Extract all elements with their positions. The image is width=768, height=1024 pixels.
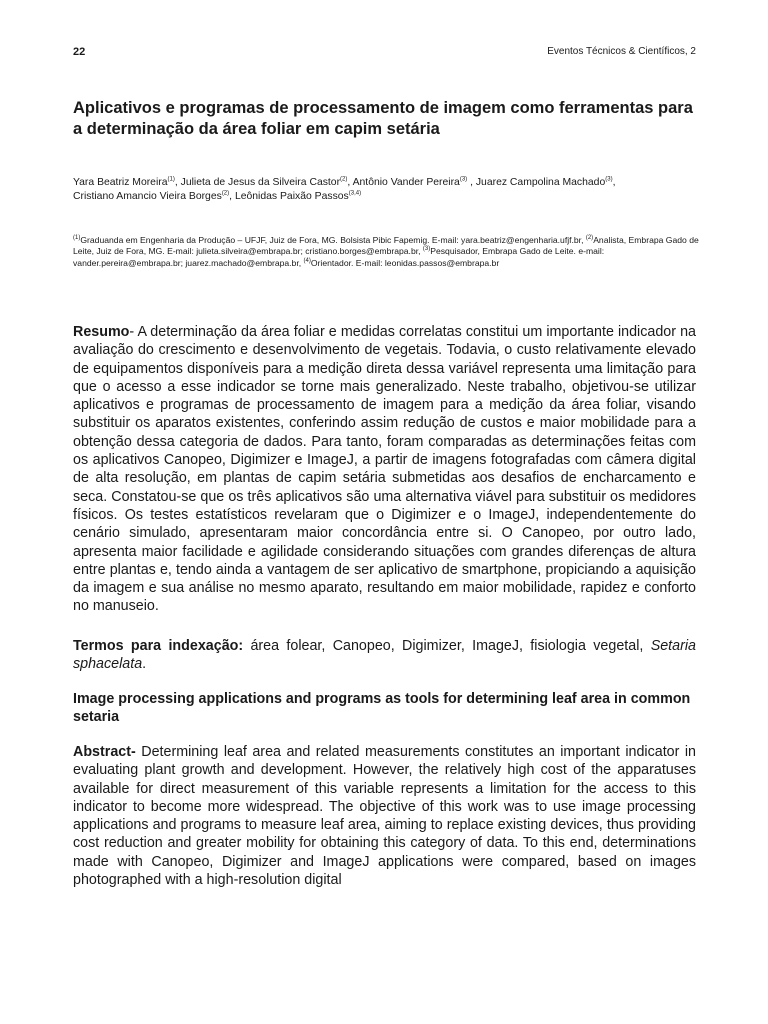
affiliation-text: Analista, Embrapa Gado de Leite, Juiz de Fora, MG. E-mail: julieta.silveira@embrapa.br; cristiano.borges@embrapa.br, bbox=[73, 235, 699, 257]
author-name: Julieta de Jesus da Silveira Castor bbox=[180, 177, 341, 188]
index-terms-text: área folear, Canopeo, Digimizer, ImageJ, fisiologia vegetal, bbox=[243, 638, 651, 654]
affiliation-mark: (2) bbox=[585, 235, 594, 242]
affiliation-mark: (4) bbox=[303, 257, 311, 264]
affiliation-text: Graduanda em Engenharia da Produção – UFJF, Juiz de Fora, MG. Bolsista Pibic Fapemig. E-mail: yara.beatriz@engenharia.ufjf.br, bbox=[80, 235, 586, 245]
author-separator: , bbox=[467, 177, 476, 188]
author-separator: , bbox=[347, 177, 353, 188]
author-name: Yara Beatriz Moreira bbox=[73, 177, 168, 188]
resumo-text: - A determinação da área foliar e medidas correlatas constitui um importante indicador na avaliação do crescimento e desenvolvimento de vegetais. Todavia, o custo relativamente elevado de equipamentos disponíveis para a medição direta dessa variável representa uma limitação para que o acesso a esse indicador se torne mais generalizado. Neste trabalho, objetivou-se utilizar aplicativos e programas de processamento de imagem para a medição da área foliar, visando substituir os aparatos existentes, conferindo assim redução de custos e maior mobilidade para a obtenção dessa categoria de dados. Para tanto, foram comparadas as determinações feitas com os aplicativos Canopeo, Digimizer e ImageJ, a partir de imagens fotografadas com câmera digital de alta resolução, em plantas de capim setária submetidas aos desafios de encharcamento e seca. Constatou-se que os três aplicativos são uma alternativa viável para substituir os medidores físicos. Os testes estatísticos revelaram que o Digimizer e o ImageJ, independentemente do cenário simulado, apresentaram maior concordância entre si. O Canopeo, por outro lado, apresenta maior facilidade e agilidade considerando situações com grandes diferenças de altura entre plantas e, tendo ainda a vantagem de ser aplicativo de smartphone, propiciando a aquisição da imagem e sua análise no mesmo aparato, resultando em maior mobilidade, rapidez e conforto no manuseio. bbox=[73, 324, 696, 615]
running-header: Eventos Técnicos & Científicos, 2 bbox=[547, 46, 696, 57]
author-name: Leônidas Paixão Passos bbox=[234, 191, 349, 202]
index-terms bbox=[73, 637, 696, 674]
author-name: Juarez Campolina Machado bbox=[475, 177, 606, 188]
page-number: 22 bbox=[73, 46, 86, 58]
affiliation-text: Pesquisador, Embrapa Gado de Leite. e-mail: vander.pereira@embrapa.br; juarez.machado@embrapa.br, bbox=[73, 246, 605, 268]
index-terms-label: Termos para indexação: bbox=[73, 638, 244, 654]
author-separator: , bbox=[174, 177, 181, 188]
species-name: Setaria sphacelata bbox=[73, 638, 696, 673]
resumo-label: Resumo bbox=[73, 324, 130, 340]
author-list bbox=[73, 176, 703, 204]
author-name: Cristiano Amancio Vieira Borges bbox=[73, 191, 222, 202]
author-affiliation-mark: (2) bbox=[340, 176, 348, 183]
affiliation-text: Orientador. E-mail: leonidas.passos@embrapa.br bbox=[310, 257, 500, 268]
author-affiliation-mark: (2) bbox=[221, 190, 230, 197]
affiliation-mark: (1) bbox=[73, 235, 81, 242]
abstract-text: Determining leaf area and related measurements constitutes an important indicator in evaluating plant growth and development. However, the relatively high cost of the apparatuses available for direct measurement of this variable represents a limitation for the access to this indicator to become more widespread. The objective of this work was to use image processing applications and programs to measure leaf area, aiming to replace existing devices, thus providing cost reduction and greater mobility for obtaining this category of data. To this end, determinations made with Canopeo, Digimizer and ImageJ applications were compared, based on images photographed with a high-resolution digital bbox=[73, 744, 696, 889]
abstract-paragraph bbox=[73, 743, 696, 889]
abstract-label: Abstract- bbox=[73, 744, 136, 760]
author-name: Antônio Vander Pereira bbox=[352, 177, 460, 188]
author-affiliation-mark: (1) bbox=[167, 176, 175, 183]
affiliations bbox=[73, 235, 699, 269]
author-separator: , bbox=[229, 191, 235, 202]
english-title: Image processing applications and programs as tools for determining leaf area in common setaria bbox=[73, 691, 691, 726]
author-affiliation-mark: (3) bbox=[605, 176, 613, 183]
author-affiliation-mark: (3,4) bbox=[348, 190, 362, 197]
author-separator: , bbox=[612, 177, 616, 188]
affiliation-mark: (3) bbox=[422, 246, 431, 253]
paper-title: Aplicativos e programas de processamento de imagem como ferramentas para a determinação da área foliar em capim setária bbox=[73, 99, 693, 138]
resumo-paragraph bbox=[73, 323, 696, 616]
index-terms-end: . bbox=[142, 656, 147, 673]
author-affiliation-mark: (3) bbox=[459, 176, 468, 183]
